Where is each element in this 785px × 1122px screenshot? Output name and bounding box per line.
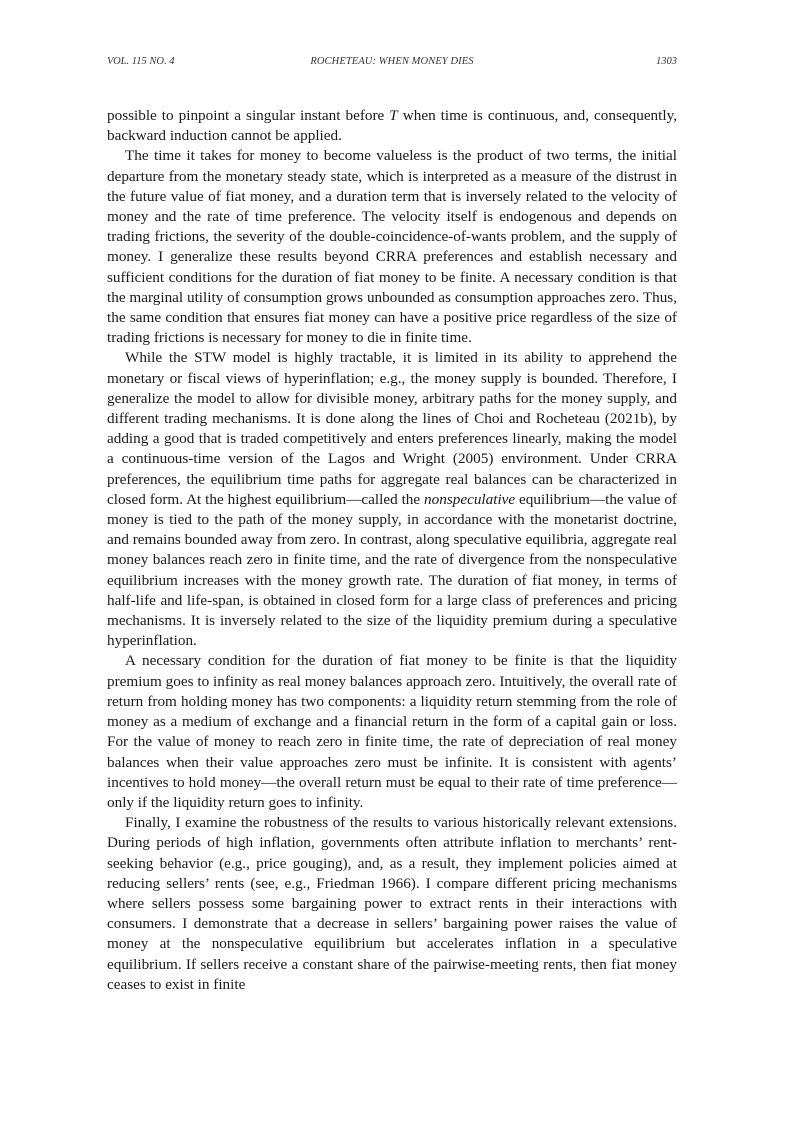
paragraph: While the STW model is highly tractable, it is limited in its ability to apprehend the monetary or fiscal views of hyperinflation; e.g., the money supply is bounded. Therefore, I generalize the model to allow for divisible money, arbitrary paths for the money supply, and different trading mechanisms. It is done along the lines of Choi and Rocheteau (2021b), by adding a good that is traded competitively and enters preferences linearly, making the model a continuous-time version of the Lagos and Wright (2005) environment. Under CRRA preferences, the equilibrium time paths for aggregate real balances can be characterized in closed form. At the highest equilibrium—called the nonspeculative equilibrium—the value of money is tied to the path of the money supply, in accordance with the monetarist doctrine, and remains bounded away from zero. In contrast, along speculative equilibria, aggregate real money balances reach zero in finite time, and the rate of divergence from the nonspeculative equilibrium increases with the money growth rate. The duration of fiat money, in terms of half-life and life-span, is obtained in closed form for a large class of preferences and pricing mechanisms. It is inversely related to the size of the liquidity premium during a speculative hyperinflation. — [107, 349, 677, 650]
paragraph: The time it takes for money to become valueless is the product of two terms, the initial departure from the monetary steady state, which is interpreted as a measure of the distrust in the future value of fiat money, and a duration term that is inversely related to the velocity of money and the rate of time preference. The velocity itself is endogenous and depends on trading frictions, the severity of the double-coincidence-of-wants problem, and the supply of money. I generalize these results beyond CRRA preferences and establish necessary and sufficient conditions for the duration of fiat money to be finite. A necessary condition is that the marginal utility of consumption grows unbounded as consumption approaches zero. Thus, the same condition that ensures fiat money can have a positive price regardless of the size of trading frictions is necessary for money to die in finite time. — [107, 147, 677, 347]
page-number: 1303 — [656, 56, 677, 67]
running-head — [107, 56, 677, 70]
body-text — [107, 106, 677, 995]
paragraph-continued: possible to pinpoint a singular instant before T when time is continuous, and, consequently, backward induction cannot be applied. — [107, 107, 677, 145]
volume-label: VOL. 115 NO. 4 — [107, 56, 175, 67]
paragraph: Finally, I examine the robustness of the results to various historically relevant extensions. During periods of high inflation, governments often attribute inflation to merchants’ rent-seeking behavior (e.g., price gouging), and, as a result, they implement policies aimed at reducing sellers’ rents (see, e.g., Friedman 1966). I compare different pricing mechanisms where sellers possess some bargaining power to extract rents in their interactions with consumers. I demonstrate that a decrease in sellers’ bargaining power raises the value of money at the nonspeculative equilibrium but accelerates inflation in a speculative equilibrium. If sellers receive a constant share of the pairwise-meeting rents, then fiat money ceases to exist in finite — [107, 814, 677, 993]
running-title: ROCHETEAU: WHEN MONEY DIES — [310, 56, 474, 67]
paragraph: A necessary condition for the duration of fiat money to be finite is that the liquidity premium goes to infinity as real money balances approach zero. Intuitively, the overall rate of return from holding money has two components: a liquidity return stemming from the role of money as a medium of exchange and a financial return in the form of a capital gain or loss. For the value of money to reach zero in finite time, the rate of depreciation of real money balances when their value approaches zero must be infinite. It is consistent with agents’ incentives to hold money—the overall return must be equal to their rate of time preference—only if the liquidity return goes to infinity. — [107, 652, 677, 811]
